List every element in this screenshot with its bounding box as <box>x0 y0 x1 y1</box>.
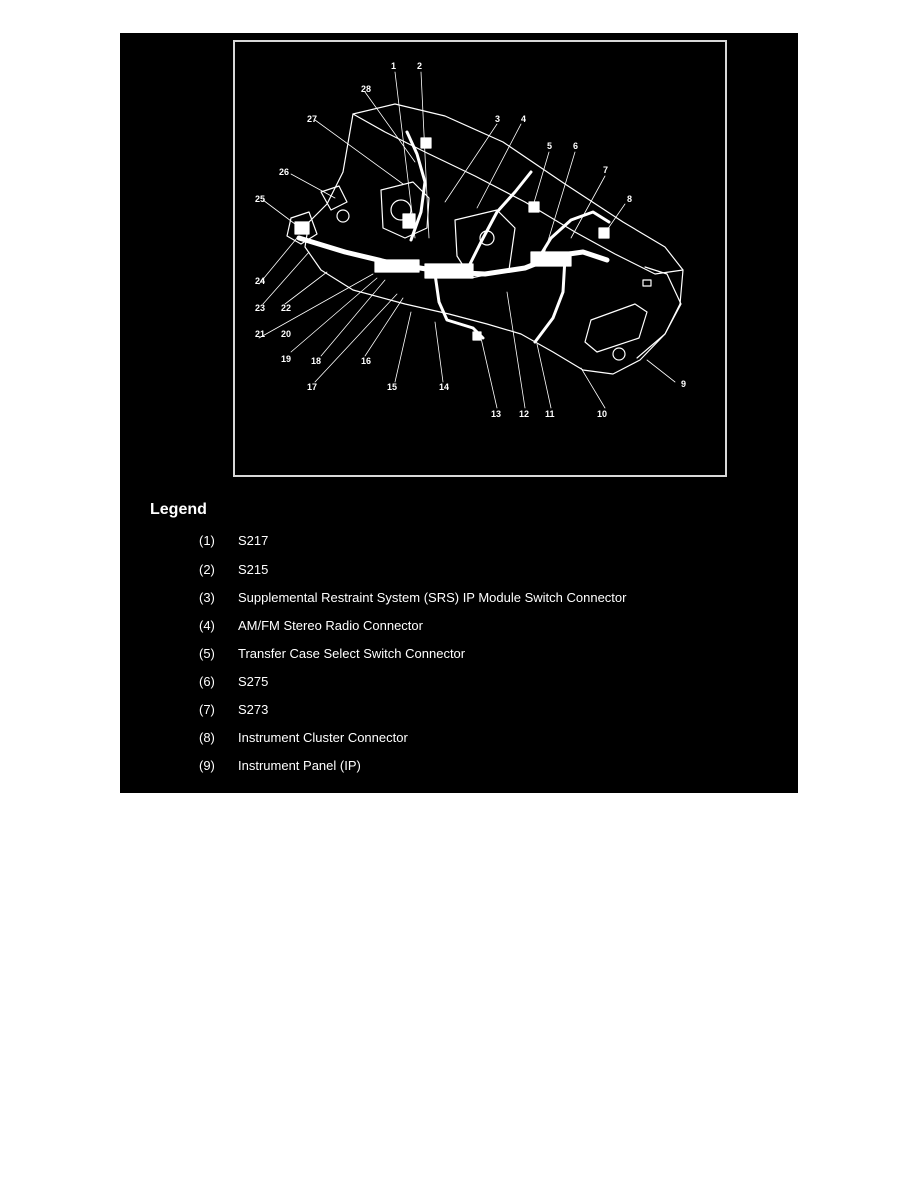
legend-item-text: Instrument Panel (IP) <box>238 758 361 773</box>
legend-item-number: (6) <box>199 674 215 689</box>
callout-11: 11 <box>545 409 555 419</box>
callout-25: 25 <box>255 194 266 204</box>
callout-23: 23 <box>255 303 266 313</box>
callout-1: 1 <box>391 61 397 71</box>
legend-item-text: S215 <box>238 562 269 577</box>
callout-27: 27 <box>307 114 318 124</box>
legend-item-text: Supplemental Restraint System (SRS) IP Module Switch Connector <box>238 590 627 605</box>
connector-block-left <box>295 222 309 234</box>
callout-8: 8 <box>627 194 633 204</box>
conduit-left <box>375 260 419 272</box>
wiring-harness-branch-right-lower <box>535 258 565 342</box>
legend-item-text: S217 <box>238 533 269 548</box>
dash-top-contour <box>353 114 683 274</box>
vent-right-icon <box>613 348 625 360</box>
conduit-center <box>425 264 473 278</box>
callout-10: 10 <box>597 409 608 419</box>
glovebox-handle-icon <box>643 280 651 286</box>
vent-left-icon <box>337 210 349 222</box>
connector-block-lower <box>473 332 481 340</box>
legend-item-text: Transfer Case Select Switch Connector <box>238 646 466 661</box>
callout-26: 26 <box>279 167 290 177</box>
callout-18: 18 <box>311 356 322 366</box>
callout-22: 22 <box>281 303 292 313</box>
callout-14: 14 <box>439 382 450 392</box>
callout-12: 12 <box>519 409 530 419</box>
legend-item-number: (5) <box>199 646 215 661</box>
legend-item-number: (1) <box>199 533 215 548</box>
connector-block-upper <box>421 138 431 148</box>
callout-19: 19 <box>281 354 292 364</box>
legend-item-number: (7) <box>199 702 215 717</box>
instrument-panel-wiring-diagram <box>235 42 725 475</box>
legend-item-text: AM/FM Stereo Radio Connector <box>238 618 423 633</box>
callout-6: 6 <box>573 141 579 151</box>
callout-17: 17 <box>307 382 318 392</box>
callout-3: 3 <box>495 114 501 124</box>
legend-item-number: (9) <box>199 758 215 773</box>
callout-15: 15 <box>387 382 398 392</box>
callout-16: 16 <box>361 356 372 366</box>
legend-item-text: Instrument Cluster Connector <box>238 730 408 745</box>
callout-5: 5 <box>547 141 553 151</box>
callout-13: 13 <box>491 409 502 419</box>
callout-24: 24 <box>255 276 266 286</box>
legend-item-number: (4) <box>199 618 215 633</box>
callout-20: 20 <box>281 329 292 339</box>
legend-item-text: S273 <box>238 702 269 717</box>
legend-title: Legend <box>150 501 207 518</box>
callout-9: 9 <box>681 379 687 389</box>
conduit-right <box>531 252 571 266</box>
glovebox-outline <box>585 304 647 352</box>
legend-item-number: (8) <box>199 730 215 745</box>
callout-4: 4 <box>521 114 527 124</box>
diagram-panel <box>120 33 798 793</box>
callout-7: 7 <box>603 165 609 175</box>
callout-28: 28 <box>361 84 372 94</box>
callout-21: 21 <box>255 329 266 339</box>
legend-item-number: (3) <box>199 590 215 605</box>
diagram-frame <box>233 40 727 477</box>
legend-item-number: (2) <box>199 562 215 577</box>
callout-2: 2 <box>417 61 423 71</box>
legend-item-text: S275 <box>238 674 269 689</box>
wiring-harness-branch-lower <box>435 274 483 338</box>
